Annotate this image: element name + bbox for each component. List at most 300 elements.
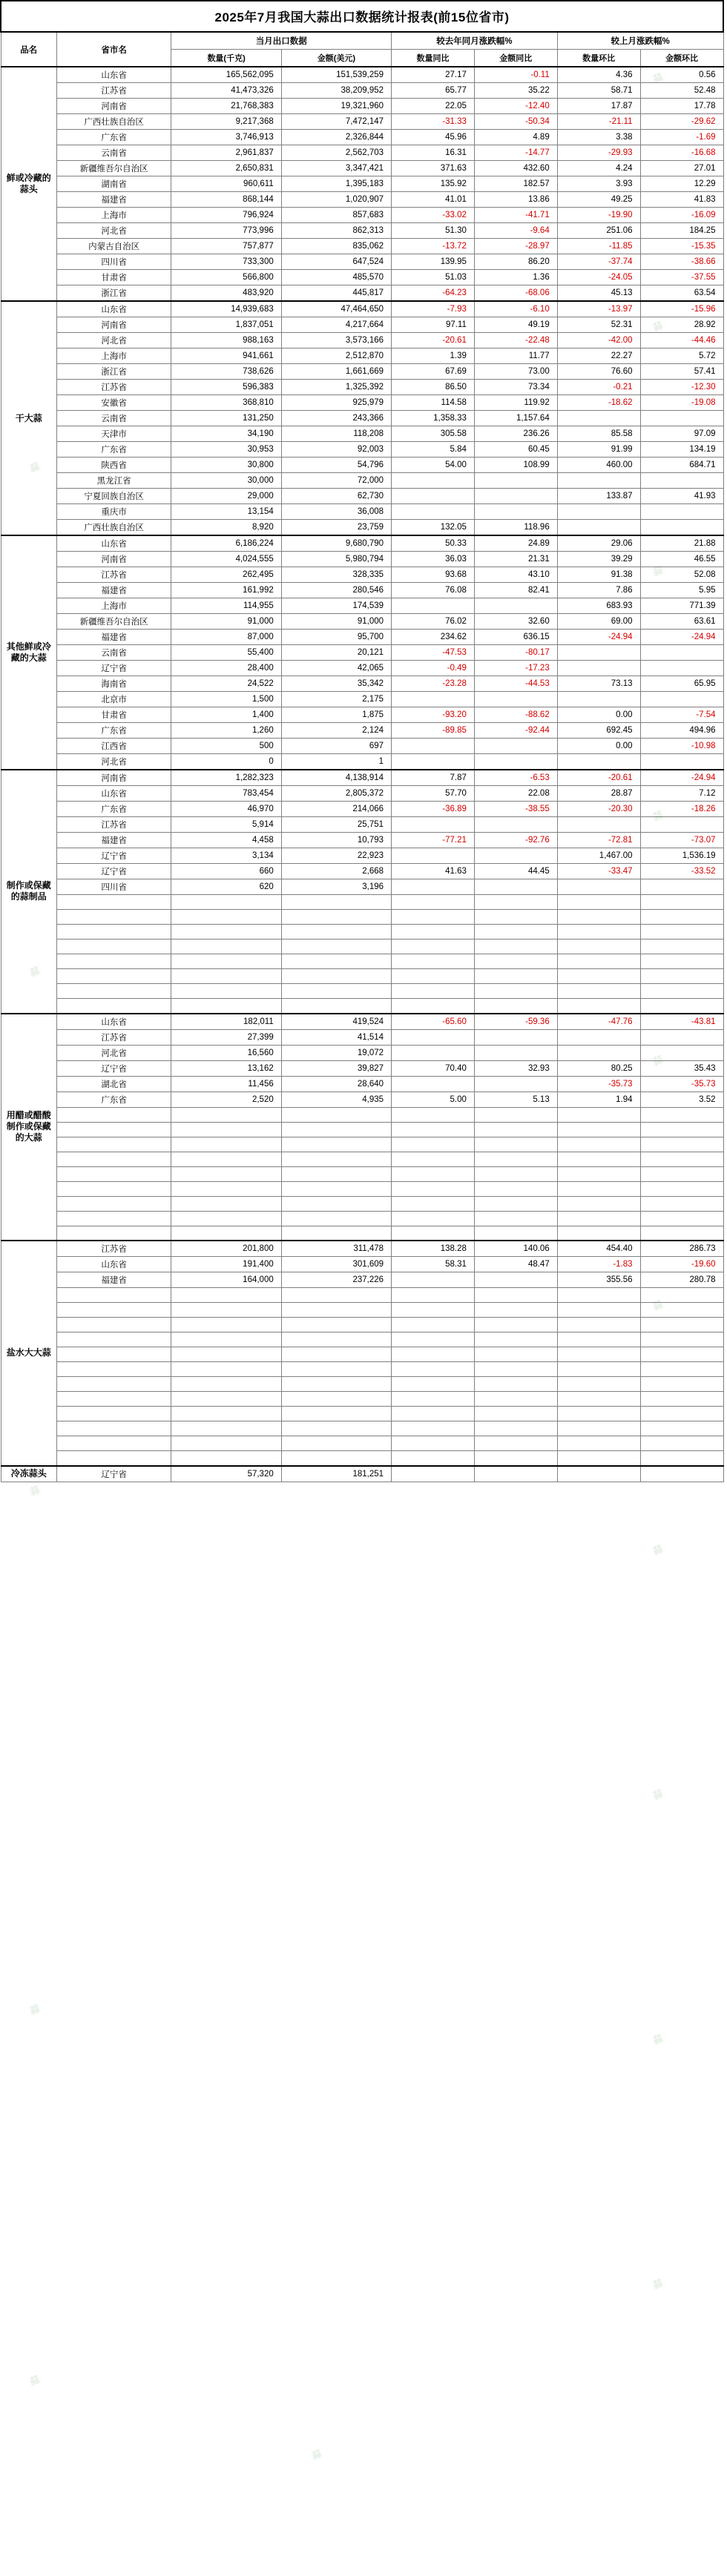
- amount-yoy-cell: 1.36: [474, 270, 557, 285]
- empty-cell: [171, 1436, 281, 1451]
- empty-cell: [56, 1362, 171, 1377]
- province-cell: 山东省: [56, 301, 171, 317]
- amount-yoy-cell: -0.11: [474, 67, 557, 83]
- empty-cell: [281, 1303, 391, 1318]
- province-cell: 河北省: [56, 333, 171, 349]
- province-cell: 山东省: [56, 67, 171, 83]
- table-row: [1, 1362, 723, 1377]
- amount-yoy-cell: [474, 1076, 557, 1092]
- watermark: 蒜: [651, 564, 665, 578]
- empty-cell: [392, 1226, 475, 1241]
- qty-mom-cell: 683.93: [557, 598, 640, 614]
- qty-mom-cell: -24.94: [557, 630, 640, 645]
- empty-cell: [281, 1107, 391, 1122]
- empty-cell: [474, 954, 557, 969]
- empty-cell: [56, 1226, 171, 1241]
- amount-cell: 214,066: [281, 802, 391, 817]
- province-cell: 江苏省: [56, 83, 171, 99]
- qty-yoy-cell: 135.92: [392, 176, 475, 192]
- empty-cell: [392, 1392, 475, 1407]
- amount-mom-cell: [640, 692, 723, 707]
- amount-yoy-cell: 35.22: [474, 83, 557, 99]
- qty-yoy-cell: 58.31: [392, 1257, 475, 1272]
- table-row: [1, 426, 723, 442]
- empty-cell: [557, 1196, 640, 1211]
- amount-mom-cell: -73.07: [640, 833, 723, 848]
- qty-cell: 1,500: [171, 692, 281, 707]
- qty-cell: 164,000: [171, 1272, 281, 1288]
- empty-cell: [56, 1196, 171, 1211]
- watermark: 蒜: [28, 2003, 42, 2017]
- empty-cell: [474, 1181, 557, 1196]
- table-row: [1, 1029, 723, 1045]
- qty-yoy-cell: [392, 489, 475, 504]
- table-row: [1, 879, 723, 895]
- table-row: [1, 676, 723, 692]
- empty-cell: [640, 1347, 723, 1362]
- empty-cell: [392, 1436, 475, 1451]
- empty-cell: [557, 1137, 640, 1152]
- empty-cell: [640, 1196, 723, 1211]
- province-cell: 云南省: [56, 411, 171, 426]
- amount-cell: 1,395,183: [281, 176, 391, 192]
- qty-yoy-cell: [392, 1076, 475, 1092]
- qty-yoy-cell: -47.53: [392, 645, 475, 661]
- qty-mom-cell: 29.06: [557, 535, 640, 552]
- empty-cell: [474, 1152, 557, 1166]
- qty-cell: 368,810: [171, 395, 281, 411]
- qty-mom-cell: [557, 661, 640, 676]
- empty-cell: [557, 1407, 640, 1421]
- table-row: [1, 969, 723, 984]
- qty-cell: 16,560: [171, 1045, 281, 1060]
- table-row: [1, 1347, 723, 1362]
- amount-cell: 2,175: [281, 692, 391, 707]
- qty-mom-cell: -13.97: [557, 301, 640, 317]
- amount-cell: 328,335: [281, 567, 391, 583]
- empty-cell: [474, 1347, 557, 1362]
- province-cell: 云南省: [56, 145, 171, 161]
- qty-cell: 1,282,323: [171, 770, 281, 786]
- qty-cell: 0: [171, 754, 281, 770]
- empty-cell: [171, 1196, 281, 1211]
- col-header-amt-mom: 金额环比: [640, 50, 723, 67]
- empty-cell: [171, 1137, 281, 1152]
- empty-cell: [557, 1392, 640, 1407]
- amount-cell: 91,000: [281, 614, 391, 630]
- amount-mom-cell: 21.88: [640, 535, 723, 552]
- table-row: [1, 1181, 723, 1196]
- qty-yoy-cell: [392, 1272, 475, 1288]
- empty-cell: [392, 1318, 475, 1332]
- qty-cell: 960,611: [171, 176, 281, 192]
- amount-yoy-cell: -12.40: [474, 99, 557, 114]
- table-row: [1, 504, 723, 520]
- qty-cell: 28,400: [171, 661, 281, 676]
- qty-cell: 55,400: [171, 645, 281, 661]
- qty-yoy-cell: 76.08: [392, 583, 475, 598]
- empty-cell: [557, 1332, 640, 1347]
- qty-yoy-cell: 114.58: [392, 395, 475, 411]
- amount-cell: 647,524: [281, 254, 391, 270]
- empty-cell: [640, 969, 723, 984]
- empty-cell: [640, 1122, 723, 1137]
- province-cell: 上海市: [56, 349, 171, 364]
- empty-cell: [281, 1407, 391, 1421]
- qty-yoy-cell: [392, 739, 475, 754]
- amount-yoy-cell: 4.89: [474, 130, 557, 145]
- qty-yoy-cell: [392, 473, 475, 489]
- empty-cell: [56, 1107, 171, 1122]
- table-row: [1, 1060, 723, 1076]
- amount-yoy-cell: 82.41: [474, 583, 557, 598]
- title-row: [1, 1, 723, 32]
- province-cell: 广东省: [56, 442, 171, 458]
- empty-cell: [474, 1318, 557, 1332]
- table-row: [1, 1196, 723, 1211]
- empty-cell: [557, 1421, 640, 1436]
- province-cell: 福建省: [56, 583, 171, 598]
- empty-cell: [640, 1362, 723, 1377]
- qty-cell: 27,399: [171, 1029, 281, 1045]
- empty-cell: [171, 1226, 281, 1241]
- qty-yoy-cell: 132.05: [392, 520, 475, 536]
- table-row: [1, 661, 723, 676]
- qty-mom-cell: 0.00: [557, 707, 640, 723]
- empty-cell: [392, 939, 475, 954]
- table-row: [1, 1288, 723, 1303]
- empty-cell: [171, 969, 281, 984]
- province-cell: 广东省: [56, 802, 171, 817]
- amount-mom-cell: 771.39: [640, 598, 723, 614]
- qty-cell: 483,920: [171, 285, 281, 302]
- empty-cell: [557, 1347, 640, 1362]
- province-cell: 江苏省: [56, 380, 171, 395]
- amount-cell: 23,759: [281, 520, 391, 536]
- amount-mom-cell: 57.41: [640, 364, 723, 380]
- amount-cell: 54,796: [281, 458, 391, 473]
- qty-yoy-cell: 41.63: [392, 864, 475, 879]
- empty-cell: [392, 1107, 475, 1122]
- amount-mom-cell: [640, 661, 723, 676]
- empty-cell: [474, 1332, 557, 1347]
- qty-mom-cell: -21.11: [557, 114, 640, 130]
- table-row: [1, 925, 723, 939]
- empty-cell: [640, 999, 723, 1014]
- amount-mom-cell: 1,536.19: [640, 848, 723, 864]
- empty-cell: [281, 999, 391, 1014]
- qty-mom-cell: 76.60: [557, 364, 640, 380]
- province-cell: 河北省: [56, 1045, 171, 1060]
- empty-cell: [557, 1318, 640, 1332]
- province-cell: 宁夏回族自治区: [56, 489, 171, 504]
- amount-cell: 118,208: [281, 426, 391, 442]
- amount-mom-cell: [640, 879, 723, 895]
- empty-cell: [56, 1451, 171, 1466]
- table-row: [1, 1226, 723, 1241]
- qty-mom-cell: -42.00: [557, 333, 640, 349]
- empty-cell: [640, 1211, 723, 1226]
- amount-yoy-cell: -80.17: [474, 645, 557, 661]
- province-cell: 河南省: [56, 770, 171, 786]
- amount-mom-cell: -19.08: [640, 395, 723, 411]
- amount-cell: 857,683: [281, 208, 391, 223]
- table-row: [1, 254, 723, 270]
- qty-mom-cell: 133.87: [557, 489, 640, 504]
- empty-cell: [640, 1436, 723, 1451]
- table-row: [1, 1045, 723, 1060]
- province-cell: 广西壮族自治区: [56, 520, 171, 536]
- empty-cell: [474, 1166, 557, 1181]
- amount-yoy-cell: 11.77: [474, 349, 557, 364]
- empty-cell: [56, 984, 171, 999]
- province-cell: 甘肃省: [56, 707, 171, 723]
- empty-cell: [474, 1137, 557, 1152]
- empty-cell: [281, 939, 391, 954]
- amount-mom-cell: -33.52: [640, 864, 723, 879]
- table-row: [1, 1166, 723, 1181]
- empty-cell: [640, 895, 723, 910]
- qty-yoy-cell: 27.17: [392, 67, 475, 83]
- amount-yoy-cell: -17.23: [474, 661, 557, 676]
- qty-cell: 500: [171, 739, 281, 754]
- empty-cell: [392, 1181, 475, 1196]
- watermark: 蒜: [651, 1298, 665, 1312]
- province-cell: 浙江省: [56, 364, 171, 380]
- empty-cell: [171, 1152, 281, 1166]
- empty-cell: [474, 1288, 557, 1303]
- empty-cell: [474, 1122, 557, 1137]
- qty-yoy-cell: [392, 1045, 475, 1060]
- amount-yoy-cell: [474, 598, 557, 614]
- table-row: [1, 1272, 723, 1288]
- empty-cell: [557, 1226, 640, 1241]
- amount-yoy-cell: 49.19: [474, 317, 557, 333]
- amount-mom-cell: [640, 520, 723, 536]
- qty-mom-cell: 3.93: [557, 176, 640, 192]
- empty-cell: [281, 1211, 391, 1226]
- qty-yoy-cell: 305.58: [392, 426, 475, 442]
- table-row: [1, 270, 723, 285]
- empty-cell: [640, 1451, 723, 1466]
- amount-mom-cell: -15.96: [640, 301, 723, 317]
- empty-cell: [557, 910, 640, 925]
- qty-mom-cell: 69.00: [557, 614, 640, 630]
- table-row: [1, 1377, 723, 1392]
- empty-cell: [281, 1392, 391, 1407]
- qty-yoy-cell: -31.33: [392, 114, 475, 130]
- qty-yoy-cell: -33.02: [392, 208, 475, 223]
- amount-mom-cell: 35.43: [640, 1060, 723, 1076]
- qty-cell: 1,260: [171, 723, 281, 739]
- amount-yoy-cell: 73.00: [474, 364, 557, 380]
- empty-cell: [281, 1196, 391, 1211]
- empty-cell: [557, 969, 640, 984]
- col-header-amt-yoy: 金额同比: [474, 50, 557, 67]
- amount-cell: 862,313: [281, 223, 391, 239]
- empty-cell: [171, 984, 281, 999]
- qty-yoy-cell: 41.01: [392, 192, 475, 208]
- amount-mom-cell: 5.95: [640, 583, 723, 598]
- qty-mom-cell: 73.13: [557, 676, 640, 692]
- amount-mom-cell: -7.54: [640, 707, 723, 723]
- amount-mom-cell: 27.01: [640, 161, 723, 176]
- empty-cell: [557, 1451, 640, 1466]
- province-cell: 山东省: [56, 535, 171, 552]
- amount-mom-cell: 5.72: [640, 349, 723, 364]
- empty-cell: [557, 954, 640, 969]
- empty-cell: [557, 895, 640, 910]
- province-cell: 陕西省: [56, 458, 171, 473]
- amount-yoy-cell: [474, 1272, 557, 1288]
- qty-cell: 733,300: [171, 254, 281, 270]
- amount-mom-cell: -12.30: [640, 380, 723, 395]
- watermark: 蒜: [651, 1543, 665, 1557]
- amount-cell: 3,196: [281, 879, 391, 895]
- table-row: [1, 176, 723, 192]
- province-cell: 福建省: [56, 833, 171, 848]
- amount-yoy-cell: 24.89: [474, 535, 557, 552]
- table-row: [1, 954, 723, 969]
- empty-cell: [281, 1166, 391, 1181]
- amount-yoy-cell: 13.86: [474, 192, 557, 208]
- province-cell: 浙江省: [56, 285, 171, 302]
- empty-cell: [557, 1107, 640, 1122]
- amount-yoy-cell: 21.31: [474, 552, 557, 567]
- table-row: [1, 1107, 723, 1122]
- qty-yoy-cell: -0.49: [392, 661, 475, 676]
- empty-cell: [640, 1332, 723, 1347]
- amount-cell: 1,325,392: [281, 380, 391, 395]
- province-cell: 辽宁省: [56, 1466, 171, 1482]
- table-row: [1, 723, 723, 739]
- empty-cell: [392, 1303, 475, 1318]
- amount-cell: 237,226: [281, 1272, 391, 1288]
- empty-cell: [56, 925, 171, 939]
- table-row: [1, 145, 723, 161]
- empty-cell: [281, 1362, 391, 1377]
- amount-yoy-cell: [474, 739, 557, 754]
- qty-cell: 131,250: [171, 411, 281, 426]
- qty-cell: 34,190: [171, 426, 281, 442]
- table-row: [1, 473, 723, 489]
- amount-cell: 1,875: [281, 707, 391, 723]
- empty-cell: [171, 1347, 281, 1362]
- empty-cell: [640, 1226, 723, 1241]
- qty-mom-cell: -35.73: [557, 1076, 640, 1092]
- qty-cell: 87,000: [171, 630, 281, 645]
- amount-cell: 25,751: [281, 817, 391, 833]
- amount-mom-cell: -29.62: [640, 114, 723, 130]
- empty-cell: [392, 1421, 475, 1436]
- table-header: [1, 1, 723, 67]
- amount-yoy-cell: -22.48: [474, 333, 557, 349]
- empty-cell: [474, 1211, 557, 1226]
- qty-mom-cell: 22.27: [557, 349, 640, 364]
- empty-cell: [557, 939, 640, 954]
- qty-mom-cell: 85.58: [557, 426, 640, 442]
- qty-yoy-cell: 5.84: [392, 442, 475, 458]
- qty-mom-cell: -20.30: [557, 802, 640, 817]
- qty-cell: 738,626: [171, 364, 281, 380]
- province-cell: 江苏省: [56, 567, 171, 583]
- empty-cell: [557, 984, 640, 999]
- province-cell: 江苏省: [56, 817, 171, 833]
- empty-cell: [474, 1196, 557, 1211]
- amount-yoy-cell: 86.20: [474, 254, 557, 270]
- table-row: [1, 208, 723, 223]
- empty-cell: [392, 1196, 475, 1211]
- amount-yoy-cell: 5.13: [474, 1092, 557, 1107]
- empty-cell: [392, 1137, 475, 1152]
- amount-yoy-cell: -68.06: [474, 285, 557, 302]
- amount-mom-cell: -44.46: [640, 333, 723, 349]
- table-row: [1, 817, 723, 833]
- qty-cell: 262,495: [171, 567, 281, 583]
- amount-cell: 3,347,421: [281, 161, 391, 176]
- qty-mom-cell: [557, 645, 640, 661]
- qty-mom-cell: -1.83: [557, 1257, 640, 1272]
- col-header-qty-yoy: 数量同比: [392, 50, 475, 67]
- table-row: [1, 567, 723, 583]
- empty-cell: [474, 1226, 557, 1241]
- amount-cell: 4,138,914: [281, 770, 391, 786]
- empty-cell: [392, 1377, 475, 1392]
- qty-mom-cell: -47.76: [557, 1014, 640, 1030]
- empty-cell: [171, 895, 281, 910]
- empty-cell: [474, 999, 557, 1014]
- empty-cell: [557, 1288, 640, 1303]
- amount-cell: 47,464,650: [281, 301, 391, 317]
- amount-cell: 10,793: [281, 833, 391, 848]
- qty-mom-cell: 39.29: [557, 552, 640, 567]
- province-cell: 山东省: [56, 1014, 171, 1030]
- province-cell: 江苏省: [56, 1029, 171, 1045]
- amount-yoy-cell: 32.60: [474, 614, 557, 630]
- qty-cell: 566,800: [171, 270, 281, 285]
- amount-yoy-cell: 432.60: [474, 161, 557, 176]
- empty-cell: [281, 925, 391, 939]
- amount-yoy-cell: 119.92: [474, 395, 557, 411]
- empty-cell: [640, 954, 723, 969]
- empty-cell: [56, 1303, 171, 1318]
- table-row: [1, 1332, 723, 1347]
- empty-cell: [171, 1332, 281, 1347]
- col-header-qty-mom: 数量环比: [557, 50, 640, 67]
- amount-yoy-cell: [474, 473, 557, 489]
- amount-mom-cell: 46.55: [640, 552, 723, 567]
- table-row: [1, 317, 723, 333]
- qty-mom-cell: [557, 411, 640, 426]
- table-row: [1, 552, 723, 567]
- qty-cell: 29,000: [171, 489, 281, 504]
- empty-cell: [171, 1122, 281, 1137]
- province-cell: 江苏省: [56, 1241, 171, 1257]
- qty-cell: 91,000: [171, 614, 281, 630]
- table-row: [1, 939, 723, 954]
- empty-cell: [392, 984, 475, 999]
- table-row: [1, 754, 723, 770]
- amount-cell: 62,730: [281, 489, 391, 504]
- qty-cell: 30,000: [171, 473, 281, 489]
- amount-yoy-cell: 73.34: [474, 380, 557, 395]
- qty-cell: 783,454: [171, 786, 281, 802]
- amount-cell: 311,478: [281, 1241, 391, 1257]
- qty-yoy-cell: 67.69: [392, 364, 475, 380]
- page-title: 2025年7月我国大蒜出口数据统计报表(前15位省市): [1, 1, 723, 32]
- empty-cell: [56, 1152, 171, 1166]
- province-cell: 辽宁省: [56, 848, 171, 864]
